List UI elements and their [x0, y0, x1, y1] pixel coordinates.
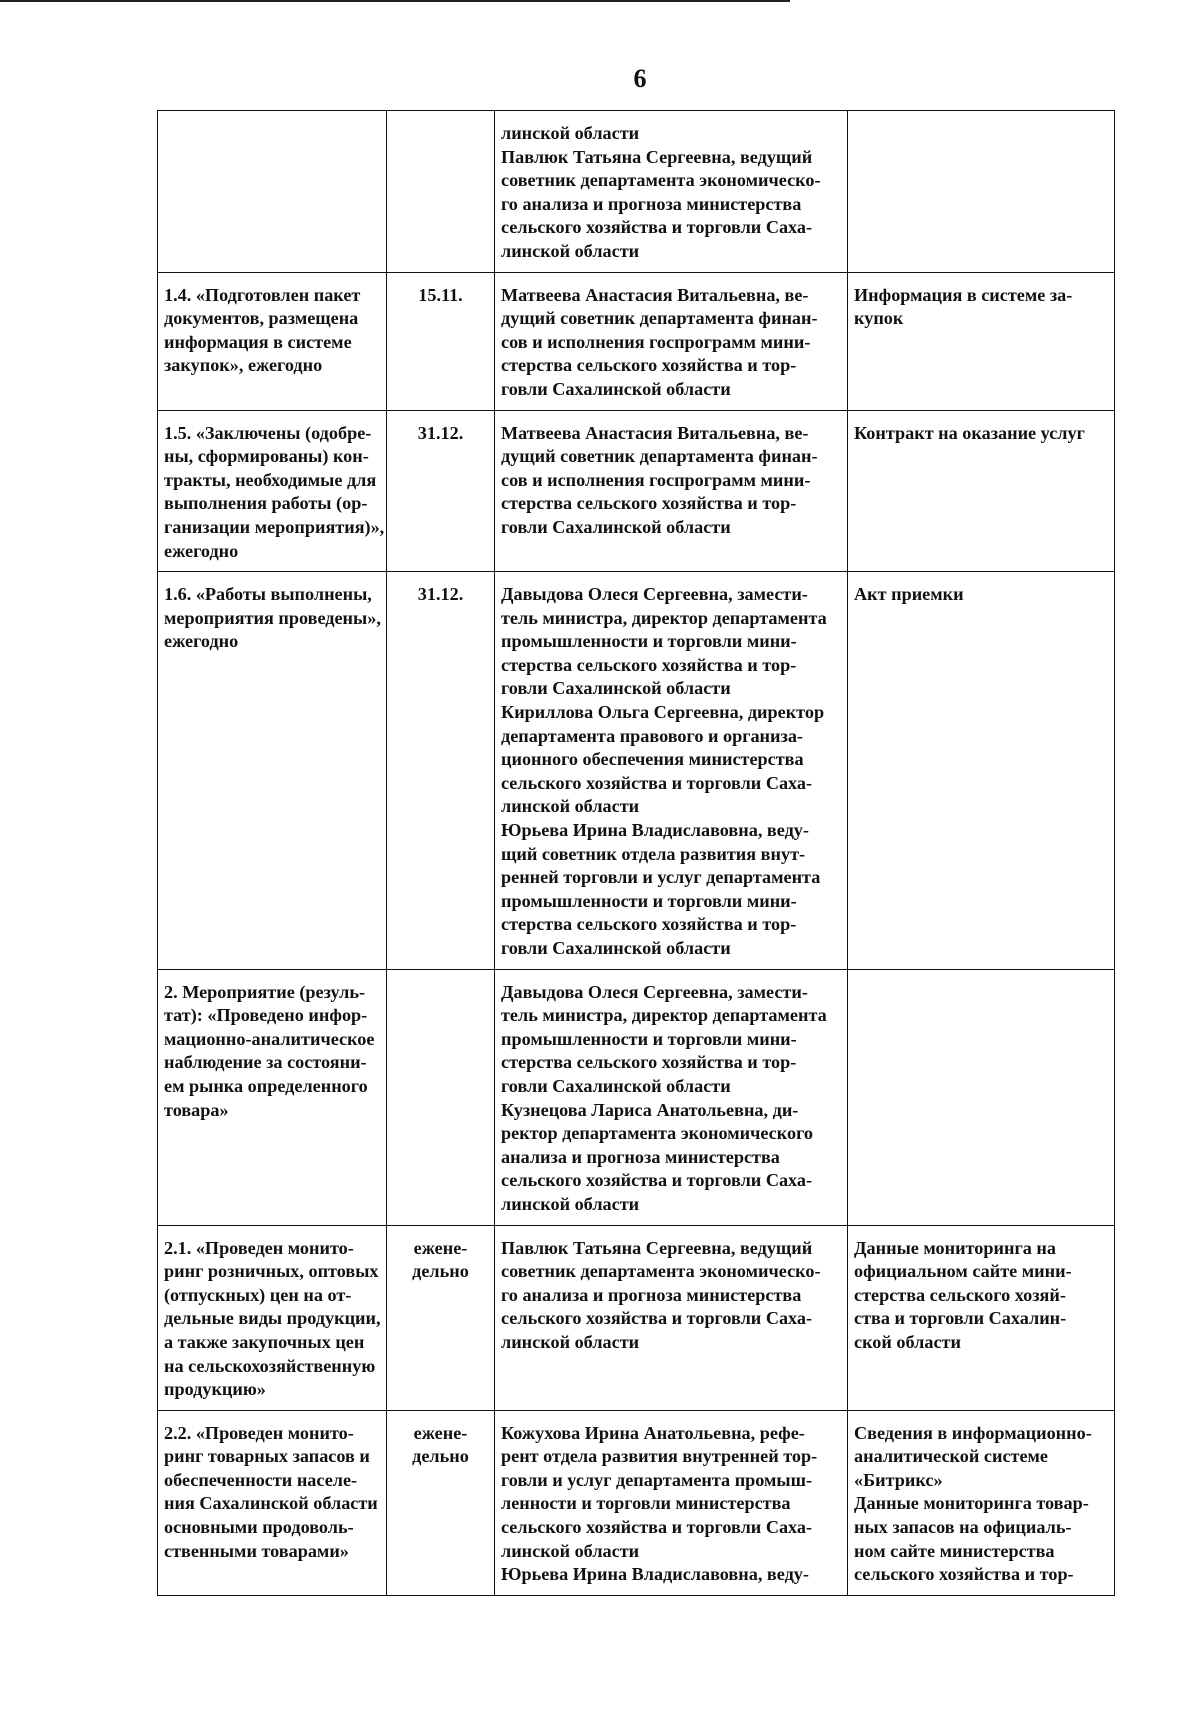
text-line: го анализа и прогноза министерства	[501, 1284, 802, 1305]
text-line: тат): «Проведено инфор-	[164, 1005, 368, 1026]
text-line: 1.4. «Подготовлен пакет	[164, 284, 361, 305]
text-line: промышленности и торговли мини-	[501, 631, 797, 652]
text-line: линской области	[501, 1540, 640, 1561]
table-row	[158, 572, 1115, 970]
text-line: ежегодно	[164, 631, 239, 652]
control-form-cell	[848, 1410, 1115, 1595]
text-line: ренней торговли и услуг департамента	[501, 867, 821, 888]
responsible-cell	[495, 1225, 848, 1410]
text-line: еженe-	[413, 1422, 468, 1443]
date-cell	[387, 1410, 495, 1595]
text-line: 15.11.	[418, 284, 463, 305]
text-line: говли Сахалинской области	[501, 1075, 731, 1096]
control-form-cell	[848, 572, 1115, 970]
text-line: Кузнецова Лариса Анатольевна, ди-	[501, 1099, 799, 1120]
text-line: еженe-	[413, 1237, 468, 1258]
text-line: Информация в системе за-	[854, 284, 1073, 305]
text-line: сельского хозяйства и торговли Саха-	[501, 772, 813, 793]
responsible-cell	[495, 1410, 848, 1595]
text-line: тель министра, директор департамента	[501, 607, 827, 628]
text-line: Данные мониторинга товар-	[854, 1493, 1089, 1514]
responsible-cell	[495, 572, 848, 970]
text-line: ринг товарных запасов и	[164, 1446, 370, 1467]
text-line: ния Сахалинской области	[164, 1493, 378, 1514]
text-line: Кириллова Ольга Сергеевна, директор	[501, 702, 825, 723]
text-line: стерства сельского хозяйства и тор-	[501, 1052, 797, 1073]
responsible-cell	[495, 969, 848, 1225]
plan-table	[157, 110, 1115, 1596]
task-cell	[158, 111, 387, 273]
text-line: дельно	[412, 1446, 469, 1467]
text-line: анализа и прогноза министерства	[501, 1146, 780, 1167]
table-row	[158, 111, 1115, 273]
task-cell	[158, 572, 387, 970]
text-line: ном сайте министерства	[854, 1540, 1055, 1561]
text-line: говли Сахалинской области	[501, 938, 731, 958]
text-line: линской области	[501, 240, 640, 261]
text-line: «Битрикс»	[854, 1469, 943, 1490]
text-line: обеспеченности населе-	[164, 1469, 358, 1490]
text-line: говли Сахалинской области	[501, 516, 731, 537]
text-line: (отпускных) цен на от-	[164, 1284, 352, 1305]
text-line: ежегодно	[164, 540, 239, 561]
table-row	[158, 969, 1115, 1225]
control-form-cell	[848, 410, 1115, 572]
text-line: говли Сахалинской области	[501, 378, 731, 399]
text-line: сельского хозяйства и торговли Саха-	[501, 1308, 813, 1329]
text-line: ем рынка определенного	[164, 1075, 368, 1096]
text-line: мероприятия проведены»,	[164, 607, 381, 628]
date-cell	[387, 969, 495, 1225]
text-line: закупок», ежегодно	[164, 355, 323, 376]
text-line: рент отдела развития внутренней тор-	[501, 1446, 818, 1467]
plan-table-body	[158, 111, 1115, 1596]
responsible-cell	[495, 410, 848, 572]
text-line: Акт приемки	[854, 584, 964, 605]
text-line: 31.12.	[417, 422, 464, 443]
text-line: стерства сельского хозяй-	[854, 1284, 1066, 1305]
task-cell	[158, 272, 387, 410]
text-line: сельского хозяйства и торговли Саха-	[501, 1517, 813, 1538]
text-line: мационно-аналитическое	[164, 1028, 375, 1049]
page-number: 6	[633, 64, 647, 93]
text-line: сов и исполнения госпрограмм мини-	[501, 469, 811, 490]
text-line: говли и услуг департамента промыш-	[501, 1469, 813, 1490]
text-line: на сельскохозяйственную	[164, 1355, 376, 1376]
text-line: стерства сельского хозяйства и тор-	[501, 355, 797, 376]
text-line: советник департамента экономическо-	[501, 170, 821, 191]
text-line: Контракт на оказание услуг	[854, 422, 1085, 443]
text-line: аналитической системе	[854, 1446, 1048, 1467]
task-cell	[158, 410, 387, 572]
text-line: советник департамента экономическо-	[501, 1261, 821, 1282]
text-line: щий советник отдела развития внут-	[501, 843, 806, 864]
text-line: стерства сельского хозяйства и тор-	[501, 654, 797, 675]
table-row	[158, 1225, 1115, 1410]
text-line: ленности и торговли министерства	[501, 1493, 791, 1514]
text-line: сов и исполнения госпрограмм мини-	[501, 331, 811, 352]
task-cell	[158, 1410, 387, 1595]
text-line: Павлюк Татьяна Сергеевна, ведущий	[501, 146, 813, 167]
text-line: 31.12.	[417, 584, 464, 605]
text-line: ственными товарами»	[164, 1540, 349, 1561]
text-line: Юрьева Ирина Владиславовна, веду-	[501, 820, 809, 841]
text-line: Матвеева Анастасия Витальевна, ве-	[501, 422, 809, 443]
text-line: сельского хозяйства и тор-	[854, 1564, 1074, 1585]
task-cell	[158, 1225, 387, 1410]
text-line: ства и торговли Сахалин-	[854, 1308, 1067, 1329]
responsible-cell	[495, 272, 848, 410]
table-row	[158, 272, 1115, 410]
text-line: Павлюк Татьяна Сергеевна, ведущий	[501, 1237, 813, 1258]
text-line: стерства сельского хозяйства и тор-	[501, 493, 797, 514]
text-line: Давыдова Олеся Сергеевна, замести-	[501, 584, 808, 605]
text-line: выполнения работы (ор-	[164, 493, 368, 514]
text-line: ных запасов на официаль-	[854, 1517, 1072, 1538]
text-line: продукцию»	[164, 1379, 266, 1400]
text-line: 2. Мероприятие (резуль-	[164, 981, 366, 1002]
text-line: го анализа и прогноза министерства	[501, 193, 802, 214]
text-line: ны, сформированы) кон-	[164, 446, 369, 467]
text-line: Сведения в информационно-	[854, 1422, 1092, 1443]
text-line: промышленности и торговли мини-	[501, 890, 797, 911]
text-line: линской области	[501, 1331, 640, 1352]
text-line: Матвеева Анастасия Витальевна, ве-	[501, 284, 809, 305]
text-line: тель министра, директор департамента	[501, 1005, 827, 1026]
text-line: Данные мониторинга на	[854, 1237, 1056, 1258]
control-form-cell	[848, 272, 1115, 410]
date-cell	[387, 1225, 495, 1410]
text-line: Давыдова Олеся Сергеевна, замести-	[501, 981, 808, 1002]
control-form-cell	[848, 1225, 1115, 1410]
date-cell	[387, 111, 495, 273]
text-line: документов, размещена	[164, 308, 359, 329]
text-line: официальном сайте мини-	[854, 1261, 1072, 1282]
text-line: дущий советник департамента финан-	[501, 308, 818, 329]
text-line: Кожухова Ирина Анатольевна, рефе-	[501, 1422, 805, 1443]
text-line: промышленности и торговли мини-	[501, 1028, 797, 1049]
text-line: ционного обеспечения министерства	[501, 749, 804, 770]
text-line: информация в системе	[164, 331, 352, 352]
text-line: 1.5. «Заключены (одобре-	[164, 422, 372, 443]
text-line: тракты, необходимые для	[164, 469, 377, 490]
text-line: линской области	[501, 123, 640, 143]
text-line: стерства сельского хозяйства и тор-	[501, 914, 797, 935]
text-line: ринг розничных, оптовых	[164, 1261, 379, 1282]
text-line: линской области	[501, 1193, 640, 1214]
task-cell	[158, 969, 387, 1225]
text-line: товара»	[164, 1099, 229, 1120]
control-form-cell	[848, 969, 1115, 1225]
table-row	[158, 410, 1115, 572]
text-line: линской области	[501, 796, 640, 817]
date-cell	[387, 410, 495, 572]
scan-edge-line	[0, 0, 790, 2]
text-line: департамента правового и организа-	[501, 725, 803, 746]
date-cell	[387, 272, 495, 410]
text-line: сельского хозяйства и торговли Саха-	[501, 1170, 813, 1191]
control-form-cell	[848, 111, 1115, 273]
text-line: дущий советник департамента финан-	[501, 446, 818, 467]
text-line: ской области	[854, 1331, 961, 1352]
responsible-cell	[495, 111, 848, 273]
text-line: говли Сахалинской области	[501, 678, 731, 699]
text-line: сельского хозяйства и торговли Саха-	[501, 217, 813, 238]
text-line: дельно	[412, 1261, 469, 1282]
text-line: основными продоволь-	[164, 1517, 354, 1538]
text-line: а также закупочных цен	[164, 1331, 365, 1352]
table-row	[158, 1410, 1115, 1595]
text-line: ганизации мероприятия)»,	[164, 516, 385, 537]
text-line: дельные виды продукции,	[164, 1308, 381, 1329]
text-line: 2.2. «Проведен монито-	[164, 1422, 354, 1443]
text-line: наблюдение за состояни-	[164, 1052, 367, 1073]
text-line: 2.1. «Проведен монито-	[164, 1237, 354, 1258]
date-cell	[387, 572, 495, 970]
text-line: 1.6. «Работы выполнены,	[164, 584, 372, 605]
text-line: ректор департамента экономического	[501, 1123, 813, 1144]
text-line: купок	[854, 308, 904, 329]
text-line: Юрьева Ирина Владиславовна, веду-	[501, 1564, 809, 1585]
